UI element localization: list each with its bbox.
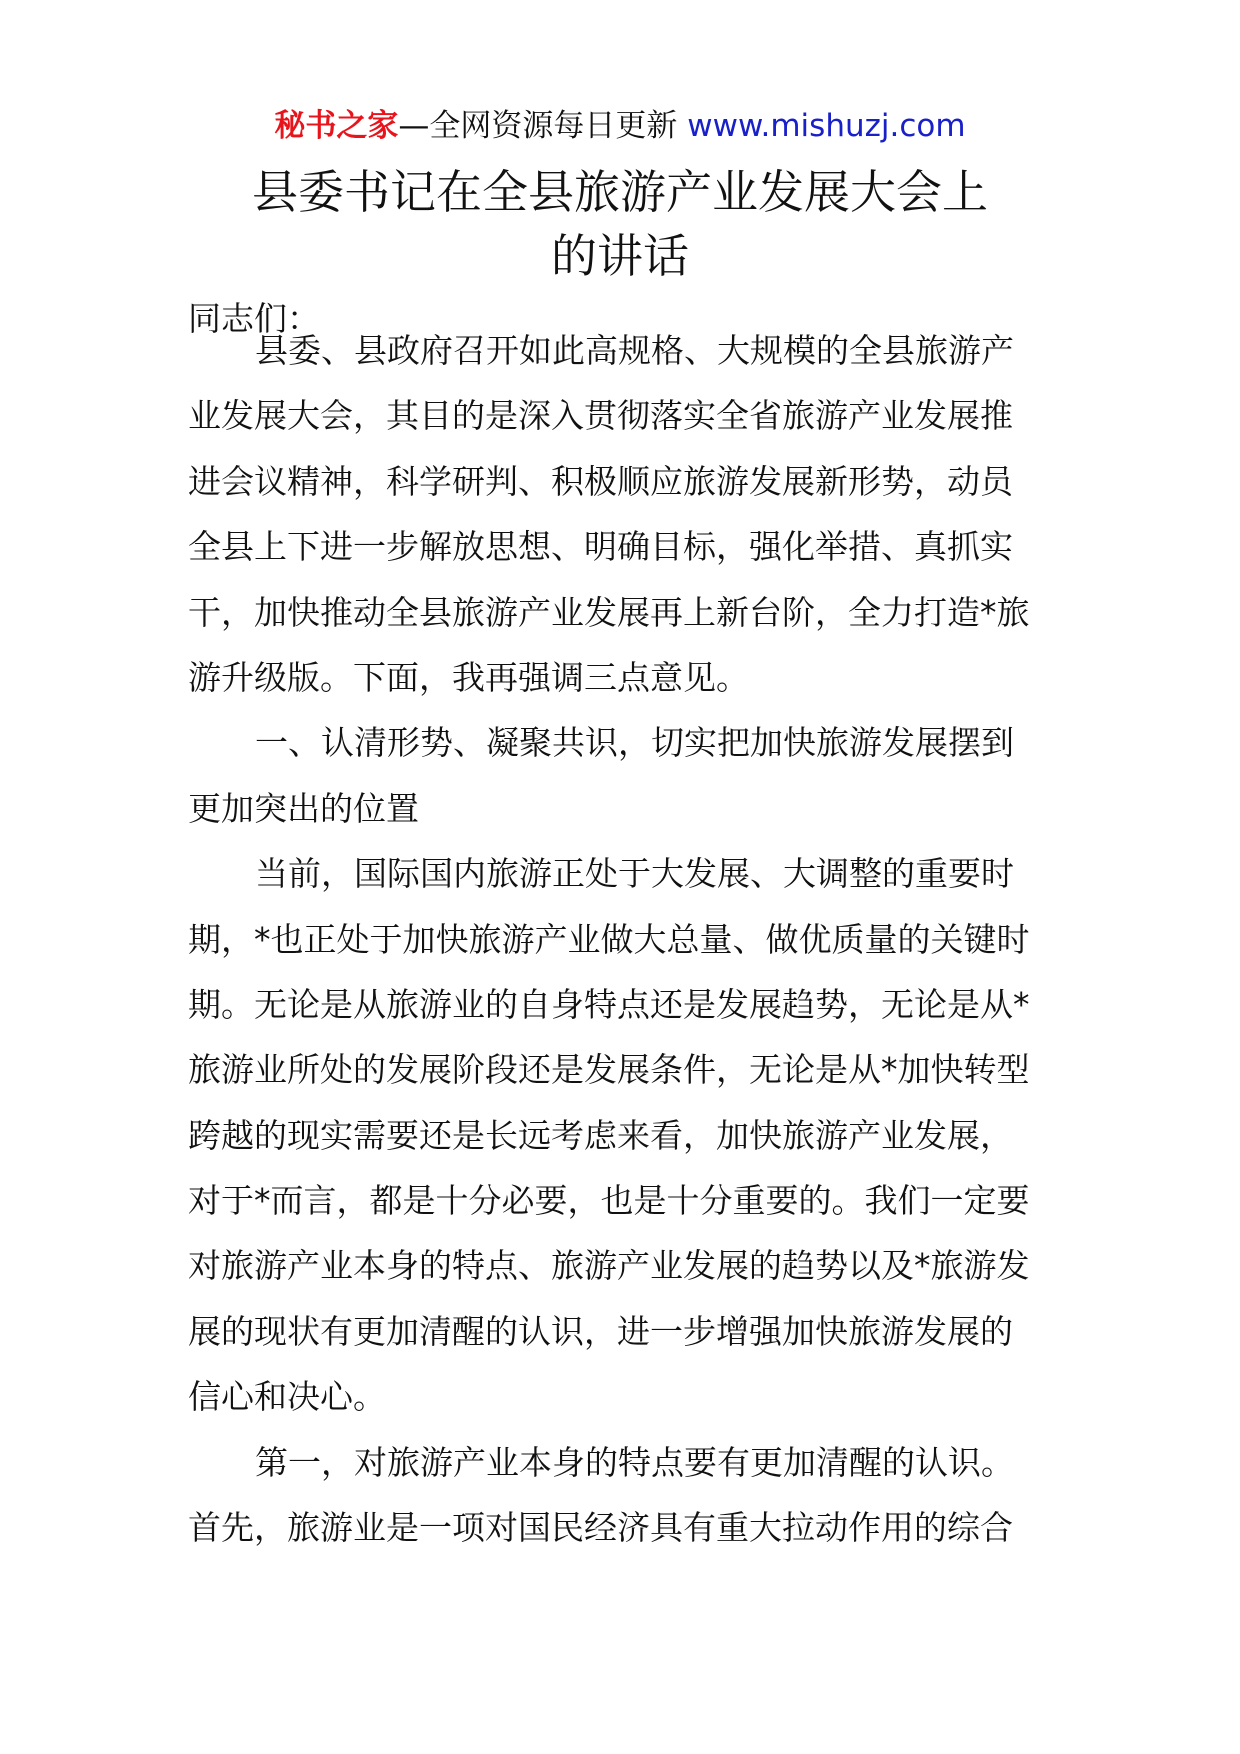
banner-tagline: —全网资源每日更新 <box>398 108 688 144</box>
text-line: 县委、县政府召开如此高规格、大规模的全县旅游产 <box>255 331 1014 370</box>
brand-name: 秘书之家 <box>274 108 399 144</box>
salutation: 同志们： <box>188 299 320 338</box>
website-link[interactable]: www.mishuzj.com <box>687 108 966 144</box>
text-line: 首先，旅游业是一项对国民经济具有重大拉动作用的综合 <box>188 1508 1013 1548</box>
text-line: 进会议精神，科学研判、积极顺应旅游发展新形势，动员 <box>188 461 1013 501</box>
text-line: 游升级版。下面，我再强调三点意见。 <box>188 657 749 697</box>
title-line-1: 县委书记在全县旅游产业发展大会上 <box>252 165 988 219</box>
text-line: 干，加快推动全县旅游产业发展再上新台阶，全力打造*旅 <box>188 592 1030 632</box>
site-banner <box>0 104 1240 148</box>
text-line: 信心和决心。 <box>188 1377 386 1417</box>
title-line-2: 的讲话 <box>551 229 689 283</box>
text-line: 全县上下进一步解放思想、明确目标，强化举措、真抓实 <box>188 527 1013 567</box>
text-line: 期。无论是从旅游业的自身特点还是发展趋势，无论是从* <box>188 984 1030 1024</box>
text-line: 跨越的现实需要还是长远考虑来看，加快旅游产业发展， <box>188 1115 1013 1155</box>
text-line: 展的现状有更加清醒的认识，进一步增强加快旅游发展的 <box>188 1311 1013 1351</box>
text-line: 期，*也正处于加快旅游产业做大总量、做优质量的关键时 <box>188 919 1030 959</box>
text-line: 旅游业所处的发展阶段还是发展条件，无论是从*加快转型 <box>188 1050 1030 1090</box>
speech-body <box>188 318 1068 1560</box>
text-line: 第一，对旅游产业本身的特点要有更加清醒的认识。 <box>255 1442 1014 1482</box>
section-heading-line: 更加突出的位置 <box>188 788 419 828</box>
document-title <box>190 160 1050 288</box>
text-line: 对旅游产业本身的特点、旅游产业发展的趋势以及*旅游发 <box>188 1246 1030 1286</box>
section-heading-line: 一、认清形势、凝聚共识，切实把加快旅游发展摆到 <box>255 723 1014 763</box>
text-line: 当前，国际国内旅游正处于大发展、大调整的重要时 <box>255 854 1014 894</box>
text-line: 对于*而言，都是十分必要，也是十分重要的。我们一定要 <box>188 1181 1030 1221</box>
text-line: 业发展大会，其目的是深入贯彻落实全省旅游产业发展推 <box>188 396 1013 436</box>
